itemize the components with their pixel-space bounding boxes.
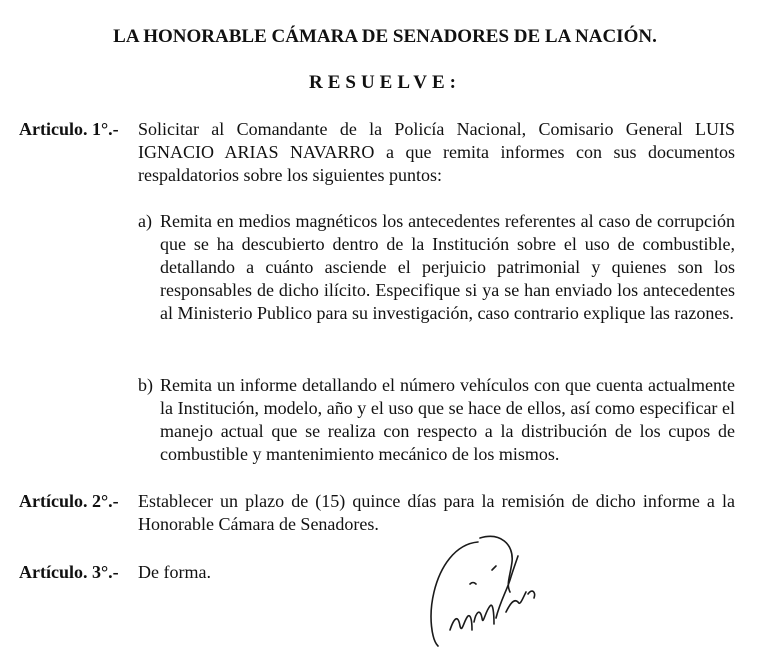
item-a-text: Remita en medios magnéticos los antecedentes referentes al caso de corrupción que se ha descubierto dentro de la Institución sobre el uso de combustible, detallando a cuánto asciende el perjuicio patrimonial y quienes son los responsables de dicho ilícito. Especifique si ya se han enviado los antecedentes al Ministerio Publico para su investigación, caso contrario explique las razones. [160, 211, 735, 323]
item-a-marker: a) [138, 211, 152, 231]
handwritten-signature [410, 522, 550, 647]
article-3-label: Artículo. 3°.- [19, 562, 119, 582]
article-1-text: Solicitar al Comandante de la Policía Nacional, Comisario General LUIS IGNACIO ARIAS NAVARRO a que remita informes con sus documentos respaldatorios sobre los siguientes puntos: [138, 119, 735, 185]
item-b-marker: b) [138, 375, 153, 395]
article-1-label: Articulo. 1°.- [19, 119, 119, 139]
article-2-label: Artículo. 2°.- [19, 491, 119, 511]
item-b-text: Remita un informe detallando el número vehículos con que cuenta actualmente la Institución, modelo, año y el uso que se hace de ellos, así como especificar el manejo actual que se realiza con respecto a la distribución de los cupos de combustible y mantenimiento mecánico de los mismos. [160, 375, 735, 464]
article-3-text: De forma. [138, 562, 211, 582]
resolves-heading: RESUELVE: [308, 72, 461, 93]
article-2-text: Establecer un plazo de (15) quince días para la remisión de dicho informe a la Honorable Cámara de Senadores. [138, 491, 735, 534]
document-title: LA HONORABLE CÁMARA DE SENADORES DE LA NACIÓN. [113, 26, 657, 47]
